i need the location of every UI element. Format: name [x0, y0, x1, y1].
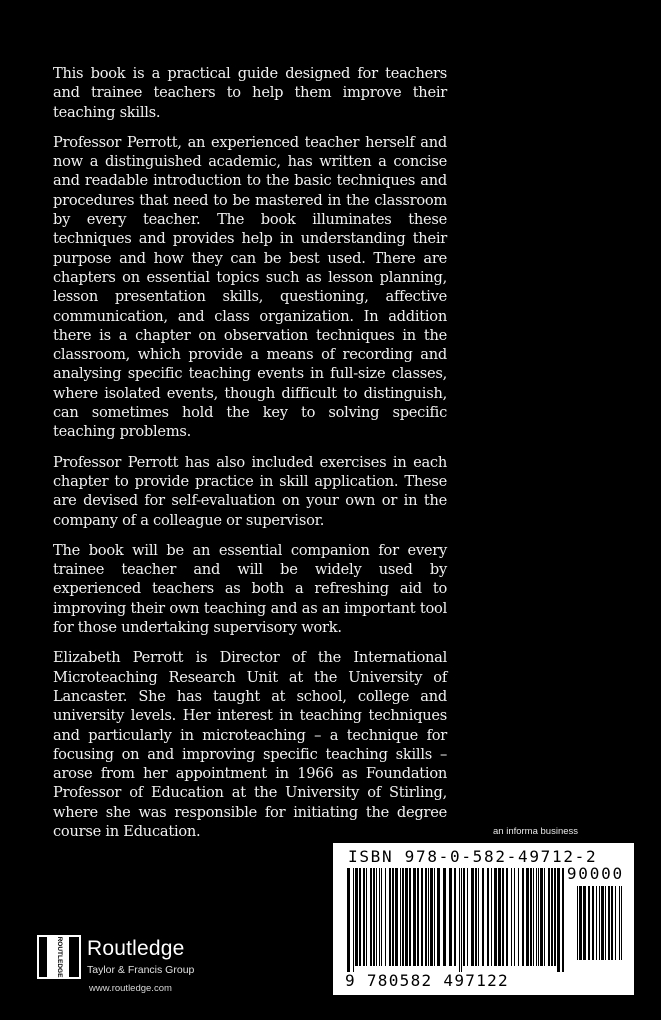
barcode-bar [491, 868, 492, 966]
barcode-bar [596, 886, 597, 960]
barcode-bar [400, 868, 401, 966]
blurb-paragraph-author-bio: Elizabeth Perrott is Director of the International Microteaching Research Unit at the University of Lancaster. She has taught at school, college and university levels. Her interest in teaching techniques and particularly in microteaching – a technique for focusing on and improving specific teaching skills – arose from her appointment in 1966 as Foundation Professor of Education at the University of Stirling, where she was responsible for initiating the degree course in Education. [53, 649, 447, 840]
barcode-bar [511, 868, 512, 966]
barcode-bar [487, 868, 489, 966]
barcode-bar [615, 886, 616, 960]
barcode-bar [370, 868, 372, 966]
back-cover-blurb [53, 64, 447, 852]
routledge-logo-icon [37, 935, 81, 979]
barcode-bar [592, 886, 594, 960]
isbn-barcode [333, 843, 634, 995]
barcode-bar [392, 868, 394, 966]
barcode-bar [353, 868, 354, 972]
barcode-bar [478, 868, 479, 966]
barcode-bar [389, 868, 391, 966]
barcode-bar [421, 868, 423, 966]
barcode-bar [428, 868, 429, 966]
barcode-bar [461, 868, 462, 972]
barcode-bar [605, 886, 606, 960]
barcode-bar [621, 886, 622, 960]
barcode-bar [359, 868, 361, 966]
barcode-bar [425, 868, 427, 966]
blurb-paragraph-exercises: Professor Perrott has also included exercises in each chapter to provide practice in skill application. These are devised for self-evaluation on your own or in the company of a colleague or supervisor. [53, 453, 447, 529]
barcode-bar [471, 868, 474, 966]
ean-number: 9 780582 497122 [345, 971, 509, 990]
publisher-url: www.routledge.com [89, 983, 172, 994]
barcode-bar [405, 868, 408, 966]
addon-barcode-bars [577, 886, 625, 966]
barcode-bar [482, 868, 484, 966]
barcode-bar [502, 868, 504, 966]
informa-tagline: an informa business [493, 826, 579, 837]
barcode-bar [347, 868, 350, 972]
barcode-bar [402, 868, 404, 966]
barcode-bar [514, 868, 515, 966]
barcode-bar [599, 886, 600, 960]
barcode-bar [562, 868, 564, 972]
barcode-bar [355, 868, 358, 966]
barcode-bar [579, 886, 582, 960]
barcode-bar [395, 868, 398, 966]
barcode-bar [459, 868, 460, 972]
barcode-bar [467, 868, 468, 966]
barcode-bar [494, 868, 497, 966]
blurb-paragraph-overview: Professor Perrott, an experienced teacher herself and now a distinguished academic, has written a concise and readable introduction to the basic techniques and procedures that need to be mastered in the classroom by every teacher. The book illuminates these techniques and provides help in understanding their purpose and how they can be best used. There are chapters on essential topics such as lesson planning, lesson presentation skills, questioning, affective communication, and class organization. In addition there is a chapter on observation techniques in the classroom, which provide a means of recording and analysing specific teaching events in full-size classes, where isolated events, though difficult to distinguish, can sometimes hold the key to solving specific teaching problems. [53, 133, 447, 441]
barcode-bar [506, 868, 508, 966]
blurb-paragraph-intro: This book is a practical guide designed for teachers and trainee teachers to help them improve their teaching skills. [53, 65, 447, 121]
barcode-bar [475, 868, 477, 966]
publisher-name: Routledge [87, 937, 185, 960]
barcode-bar [601, 886, 604, 960]
barcode-bar [363, 868, 365, 966]
barcode-bar [449, 868, 452, 966]
barcode-bar [385, 868, 386, 966]
barcode-bar [430, 868, 433, 966]
blurb-paragraph-audience: The book will be an essential companion for every trainee teacher and will be widely used by experienced teachers as both a refreshing aid to improving their own teaching and as an important tool for those undertaking supervisory work. [53, 541, 447, 637]
barcode-bar [583, 886, 586, 960]
barcode-bar [417, 868, 419, 966]
barcode-bar [437, 868, 440, 966]
barcode-bar [409, 868, 411, 966]
barcode-bar [588, 886, 590, 960]
barcode-bar [463, 868, 465, 966]
barcode-bar [434, 868, 435, 966]
barcode-bar [454, 868, 456, 966]
barcode-bar [379, 868, 380, 966]
logo-letters: ROUTLEDGE [56, 936, 63, 978]
barcode-bar [413, 868, 416, 966]
barcode-bar [557, 868, 560, 972]
isbn-label: ISBN 978-0-582-49712-2 [348, 847, 598, 866]
barcode-bar [577, 886, 578, 960]
barcode-bar [608, 886, 610, 960]
barcode-bar [611, 886, 613, 960]
barcode-bar [498, 868, 501, 966]
barcode-bar [619, 886, 620, 960]
barcode-bar [373, 868, 375, 966]
ean-barcode-bars [347, 868, 567, 972]
barcode-bar [443, 868, 446, 966]
barcode-bar [381, 868, 382, 966]
barcode-bar [376, 868, 377, 966]
barcode-addon-number: 90000 [566, 864, 624, 883]
publisher-group: Taylor & Francis Group [87, 964, 195, 976]
barcode-bar [366, 868, 367, 966]
